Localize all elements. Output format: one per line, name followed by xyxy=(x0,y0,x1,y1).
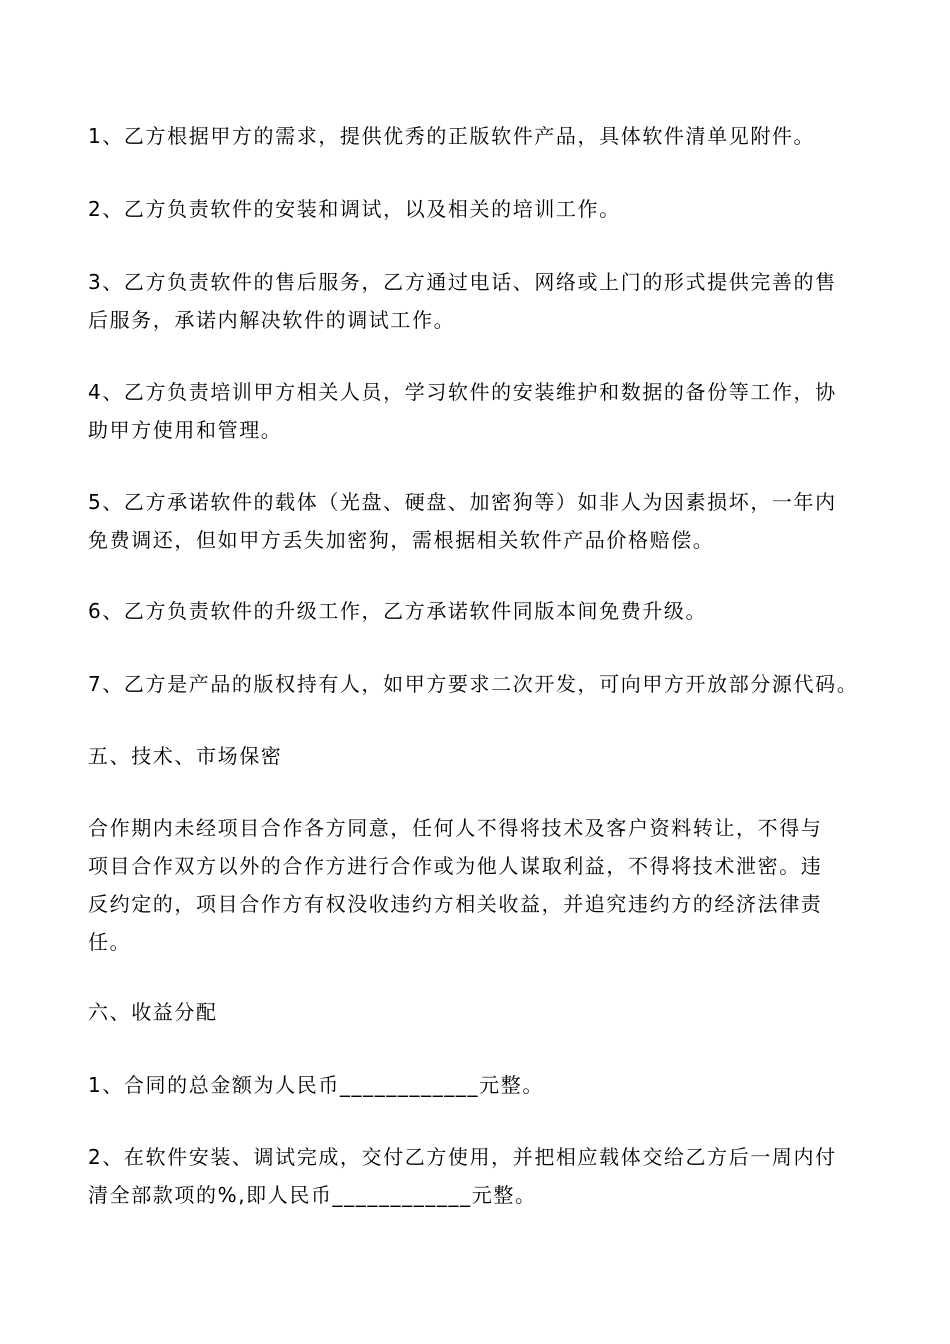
clause-item-3 xyxy=(88,263,873,339)
text-line: 6、乙方负责软件的升级工作，乙方承诺软件同版本间免费升级。 xyxy=(88,599,708,623)
text-line: 任。 xyxy=(88,930,132,954)
clause-item-5 xyxy=(88,483,873,559)
text-line: 合作期内未经项目合作各方同意，任何人不得将技术及客户资料转让，不得与 xyxy=(88,816,823,840)
text-line: 项目合作双方以外的合作方进行合作或为他人谋取利益，不得将技术泄密。违 xyxy=(88,854,823,878)
text-line: 7、乙方是产品的版权持有人，如甲方要求二次开发，可向甲方开放部分源代码。 xyxy=(88,672,859,696)
clause-item-1 xyxy=(88,117,873,155)
clause-item-6 xyxy=(88,592,873,630)
clause-item-4 xyxy=(88,373,873,449)
text-line: 3、乙方负责软件的售后服务，乙方通过电话、网络或上门的形式提供完善的售 xyxy=(88,270,837,294)
text-line: 2、乙方负责软件的安装和调试，以及相关的培训工作。 xyxy=(88,197,621,221)
section-heading: 五、技术、市场保密 xyxy=(88,744,283,768)
section-heading-revenue xyxy=(88,993,873,1031)
text-line: 2、在软件安装、调试完成，交付乙方使用，并把相应载体交给乙方后一周内付 xyxy=(88,1145,837,1169)
text-line: 1、乙方根据甲方的需求，提供优秀的正版软件产品，具体软件清单见附件。 xyxy=(88,124,816,148)
text-line: 反约定的，项目合作方有权没收违约方相关收益，并追究违约方的经济法律责 xyxy=(88,892,823,916)
clause-item-7 xyxy=(88,665,873,703)
text-line: 4、乙方负责培训甲方相关人员，学习软件的安装维护和数据的备份等工作，协 xyxy=(88,380,837,404)
text-line: 后服务，承诺内解决软件的调试工作。 xyxy=(88,308,456,332)
confidentiality-paragraph xyxy=(88,809,873,961)
clause-item-2 xyxy=(88,190,873,228)
text-line: 助甲方使用和管理。 xyxy=(88,418,283,442)
revenue-item-2 xyxy=(88,1138,873,1214)
text-line: 清全部款项的%,即人民币____________元整。 xyxy=(88,1183,537,1207)
text-line: 免费调还，但如甲方丢失加密狗，需根据相关软件产品价格赔偿。 xyxy=(88,528,715,552)
text-line: 1、合同的总金额为人民币____________元整。 xyxy=(88,1073,544,1097)
revenue-item-1 xyxy=(88,1066,873,1104)
section-heading: 六、收益分配 xyxy=(88,1000,218,1024)
text-line: 5、乙方承诺软件的载体（光盘、硬盘、加密狗等）如非人为因素损坏，一年内 xyxy=(88,490,837,514)
section-heading-confidentiality xyxy=(88,737,873,775)
